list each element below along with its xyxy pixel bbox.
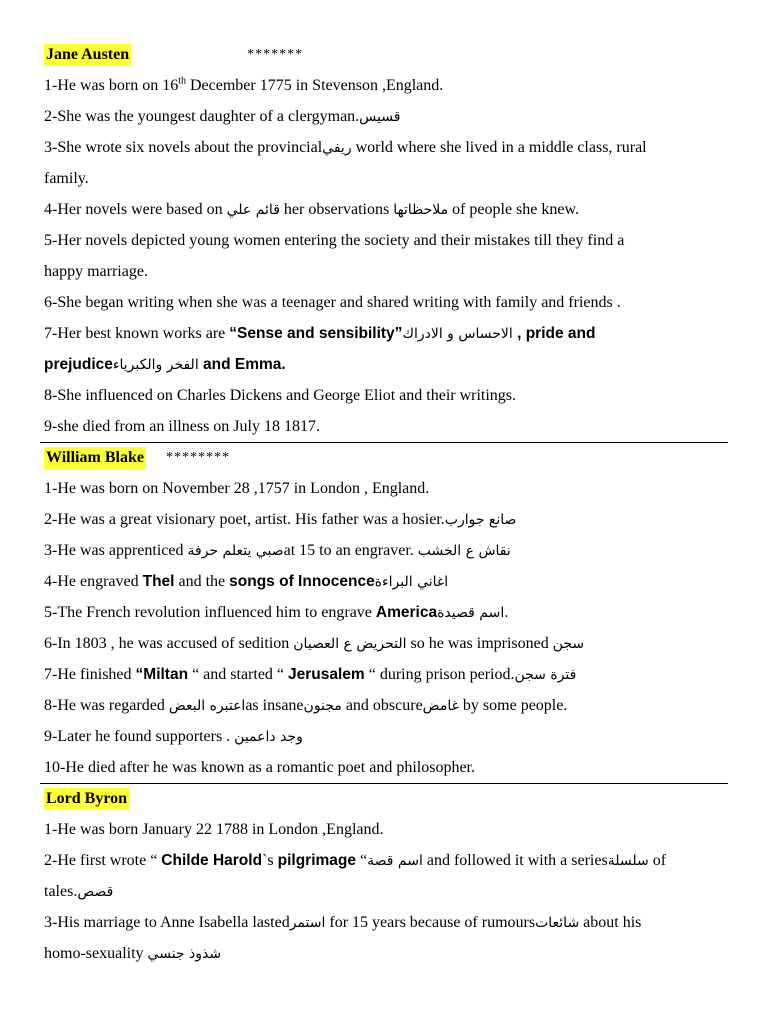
stars-marker: ******** — [165, 450, 230, 465]
austen-line-4: 4-Her novels were based on قائم علي her observations ملاحظاتها of people she knew. — [44, 201, 579, 218]
austen-line-1: 1-He was born on 16th December 1775 in Stevenson ,England. — [44, 75, 444, 94]
blake-line-2: 2-He was a great visionary poet, artist. His father was a hosier.صانع جوارب — [44, 511, 517, 528]
byron-line-1: 1-He was born January 22 1788 in London ,England. — [44, 821, 384, 838]
byron-line-3-cont: homo-sexuality شذوذ جنسي — [44, 945, 222, 962]
blake-line-7: 7-He finished “Miltan “ and started “ Jerusalem “ during prison period.فترة سجن — [44, 666, 577, 683]
blake-line-10: 10-He died after he was known as a romantic poet and philosopher. — [44, 759, 475, 776]
stars-marker: ******* — [247, 47, 304, 62]
blake-line-9: 9-Later he found supporters . وجد داعمين — [44, 728, 303, 745]
austen-line-7: 7-Her best known works are “Sense and sensibility”الاحساس و الادراك , pride and — [44, 325, 596, 342]
blake-line-3: 3-He was apprenticed صبي يتعلم حرفةat 15 to an engraver. نقاش ع الخشب — [44, 542, 511, 559]
austen-line-3-cont: family. — [44, 170, 89, 187]
section-heading-row — [44, 40, 724, 70]
austen-line-2: 2-She was the youngest daughter of a clergyman.قسيس — [44, 108, 401, 125]
document-page — [44, 40, 724, 969]
austen-line-5: 5-Her novels depicted young women entering the society and their mistakes till they find a — [44, 232, 625, 249]
byron-line-2-cont: tales.قصص — [44, 883, 114, 900]
section-heading-blake: William Blake — [44, 447, 146, 469]
blake-line-8: 8-He was regarded اعتبره البعضas insaneمجنون and obscureغامض by some people. — [44, 697, 568, 714]
austen-line-7-cont: prejudiceالفخر والكبرياء and Emma. — [44, 356, 286, 373]
blake-line-1: 1-He was born on November 28 ,1757 in London , England. — [44, 480, 430, 497]
blake-line-6: 6-In 1803 , he was accused of sedition التحريض ع العصيان so he was imprisoned سجن — [44, 635, 585, 652]
section-heading-byron: Lord Byron — [44, 788, 129, 810]
austen-line-6: 6-She began writing when she was a teenager and shared writing with family and friends . — [44, 294, 621, 311]
austen-line-9: 9-she died from an illness on July 18 1817. — [44, 418, 320, 435]
byron-line-2: 2-He first wrote “ Childe Harold`s pilgrimage “اسم قصة and followed it with a seriesسلسلة of — [44, 852, 667, 869]
section-heading-austen: Jane Austen — [44, 44, 131, 66]
blake-line-5: 5-The French revolution influenced him to engrave America.اسم قصيدة — [44, 604, 509, 621]
section-heading-row — [44, 443, 724, 473]
blake-line-4: 4-He engraved Thel and the songs of Innocence اغاني البراءة — [44, 573, 453, 590]
austen-line-8: 8-She influenced on Charles Dickens and George Eliot and their writings. — [44, 387, 517, 404]
byron-line-3: 3-His marriage to Anne Isabella lastedاستمر for 15 years because of rumoursشائعات about his — [44, 914, 642, 931]
austen-line-5-cont: happy marriage. — [44, 263, 148, 280]
section-heading-row — [44, 784, 724, 814]
austen-line-3: 3-She wrote six novels about the provincialريفي world where she lived in a middle class, rural — [44, 139, 647, 156]
